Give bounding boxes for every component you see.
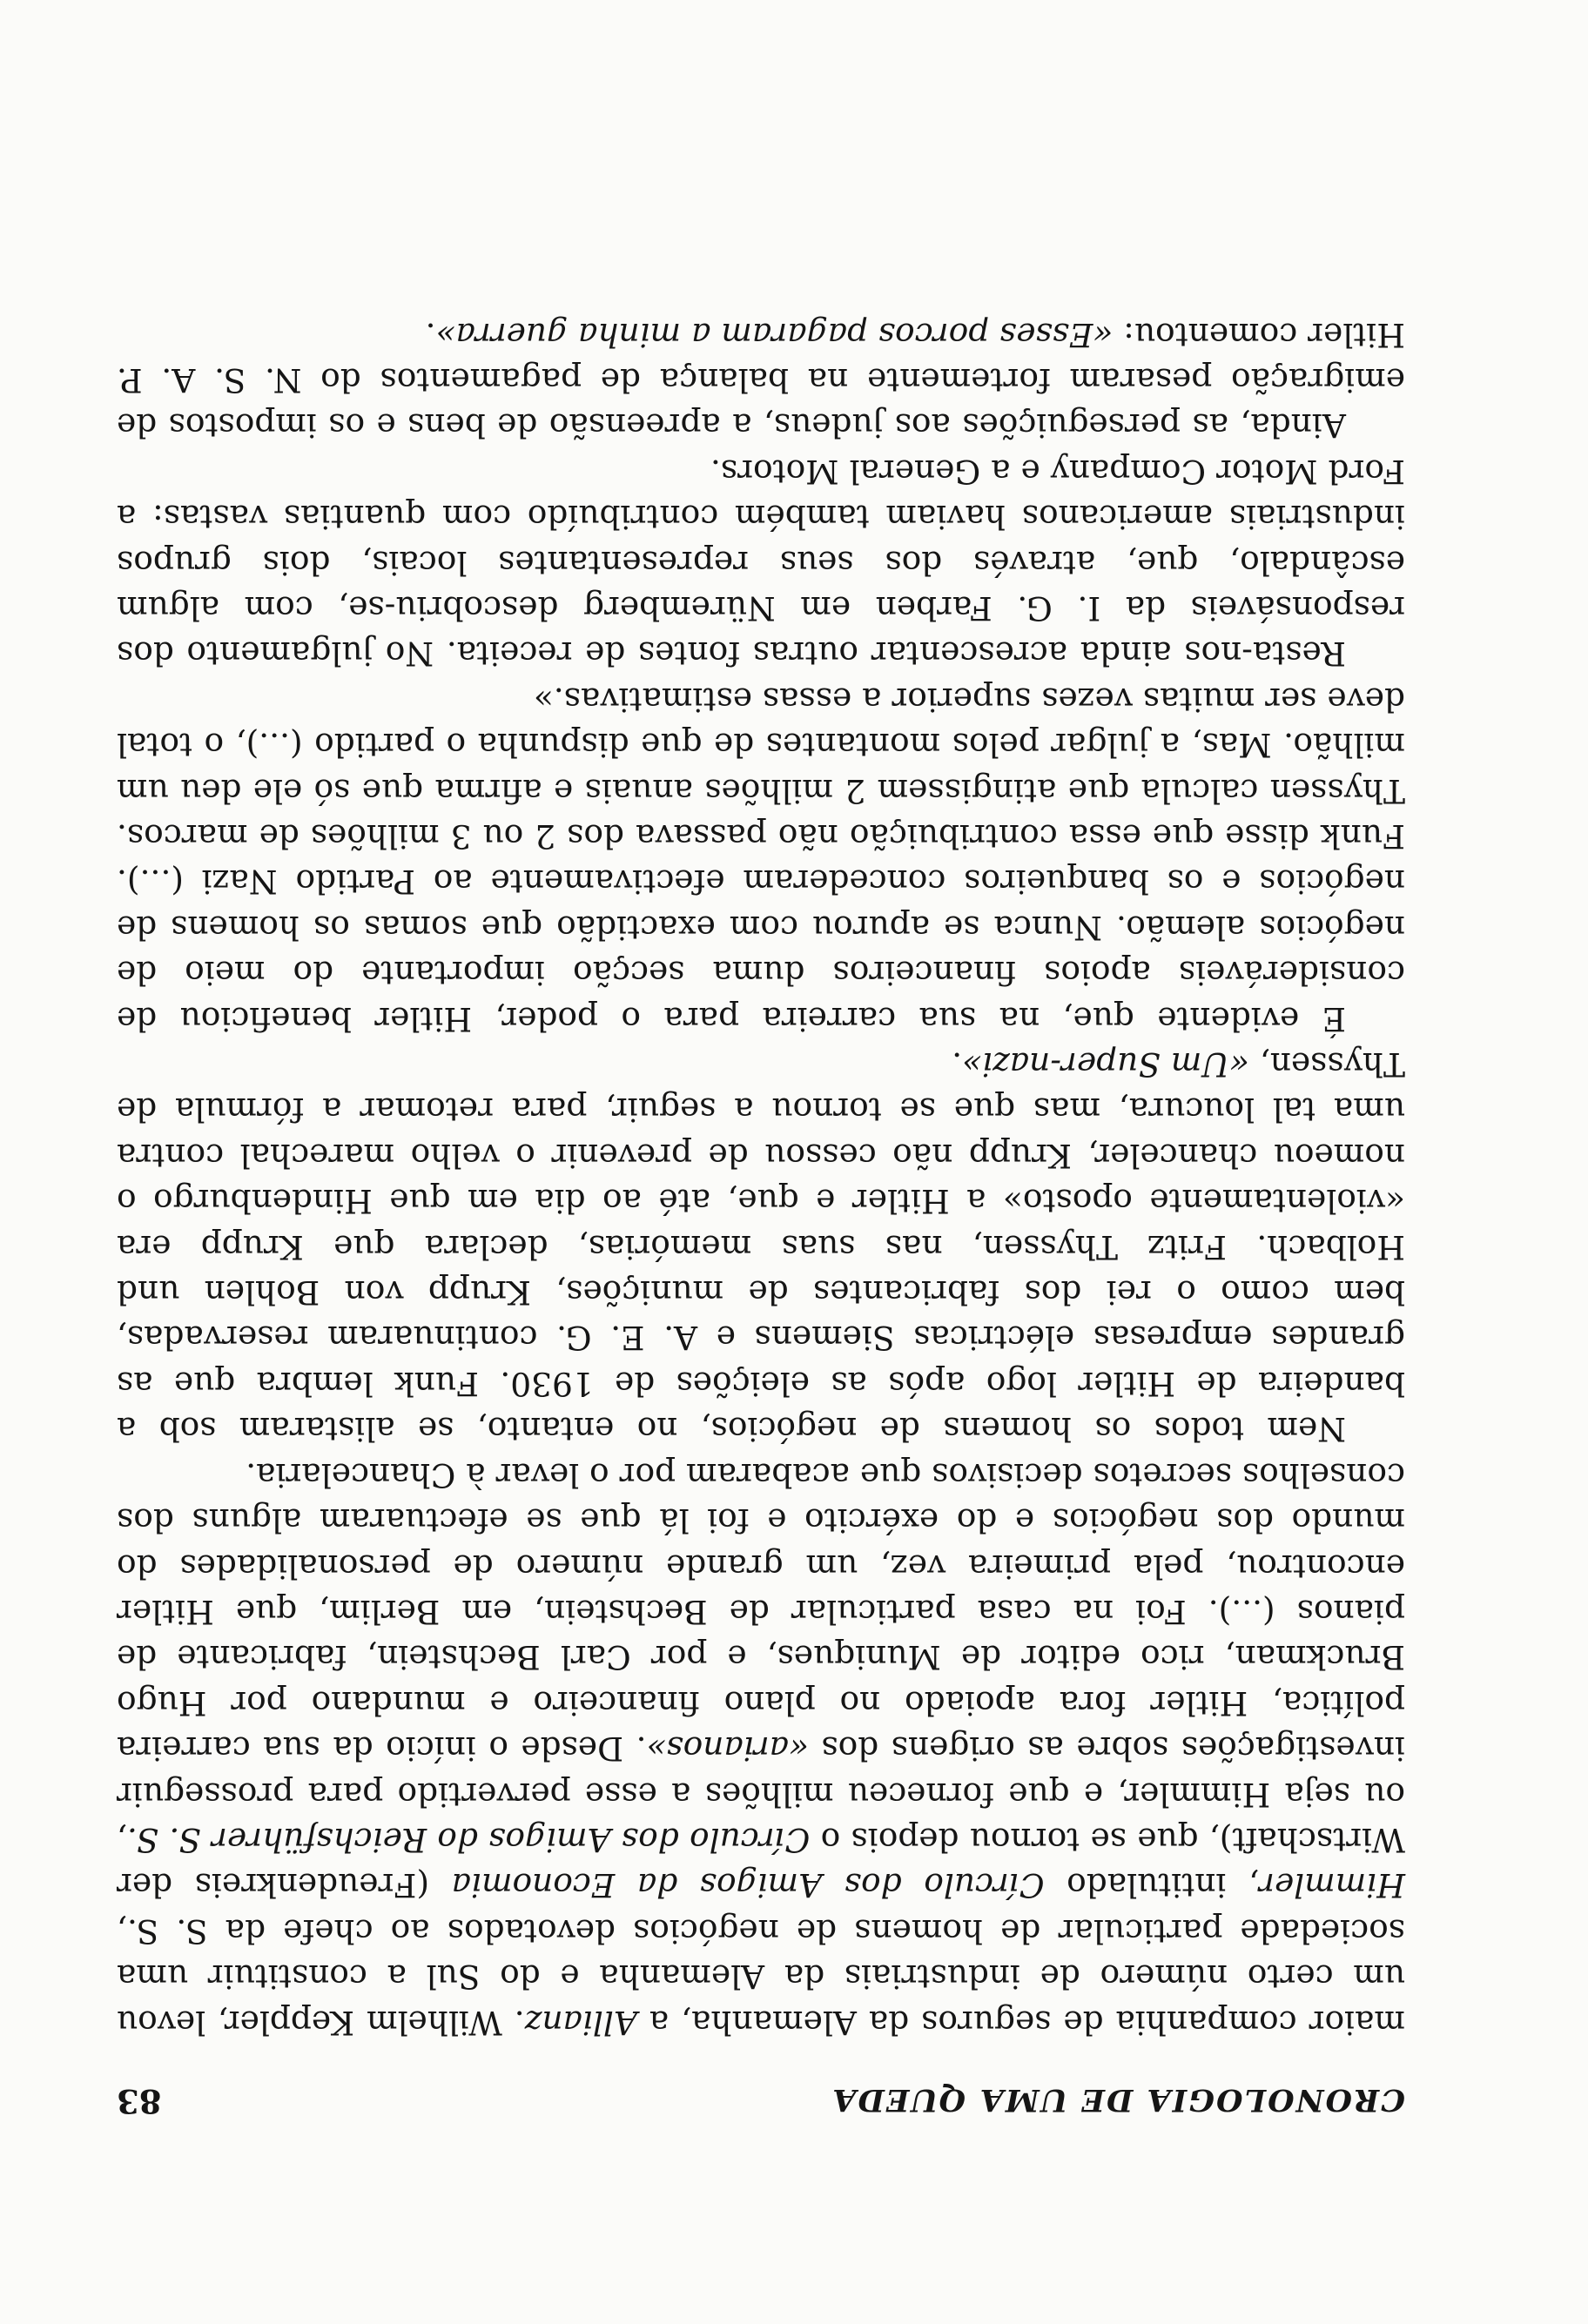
text-segment: Resta-nos ainda acrescentar outras fontes de receita. No julgamento dos responsáveis da I. G. Farben em Nüremberg descobriu-se, com algum escândalo, que, através dos seus representantes locais, dois grupos industriais americanos haviam também contribuído com quantias vastas: a Ford Motor Company e a General Motors.	[117, 452, 1405, 674]
paragraph-2	[117, 1042, 1405, 1453]
text-segment: . Wilhelm Keppler, levou um certo número de industriais da Alemanha e do Sul a constituir uma sociedade particular de homens de negócios devotados ao chefe da S. S.,	[116, 1911, 1405, 2042]
text-segment: (Freudenkreis der Wirtschaft), que se tornou depois o	[117, 1820, 1405, 1905]
page-number: 83	[117, 2082, 162, 2120]
page-text-block	[117, 312, 1405, 2124]
paragraph-1	[117, 1452, 1405, 2045]
paragraph-4	[117, 448, 1405, 676]
text-segment: Ainda, as perseguições aos judeus, a apreensão de bens e os impostos de emigração pesaram fortemente na balança de pagamentos do N. S. A. P. Hitler comentou:	[117, 315, 1405, 446]
italic-segment: Círculo dos Amigos da Economia	[451, 1866, 1045, 1905]
text-segment: . Desde o início da sua carreira política, Hitler fora apoiado no plano financeiro e mundano por Hugo Bruckman, rico editor de Muniques, e por Carl Bechstein, fabricante de pianos (...). Foi na casa particular de Bechstein, em Berlim, que Hitler encontrou, pela primeira vez, um grande número de personalidades do mundo dos negócios e do exército e foi lá que se efectuaram alguns dos conselhos secretos decisivos que acabaram por o levar à Chancelaria.	[117, 1455, 1405, 1769]
text-segment: maior companhia de seguros da Alemanha, a	[636, 2003, 1405, 2042]
text-segment: Nem todos os homens de negócios, no entanto, se alistaram sob a bandeira de Hitler logo após as eleições de 1930. Funk lembra que as grandes empresas eléctricas Siemens e A. E. G. continuaram reservadas, bem como o rei dos fabricantes de munições, Krupp von Bohlen und Holbach. Fritz Thyssen, nas suas memórias, declara que Krupp era «violentamente oposto» a Hitler e que, até ao dia em que Hindenburgo o nomeou chanceler, Krupp não cessou de prevenir o velho marechal contra uma tal loucura, mas que se tornou a seguir, para retomar a fórmula de Thyssen,	[117, 1045, 1405, 1449]
italic-segment: «Um Super-nazi»	[962, 1045, 1249, 1085]
text-segment: , intitulado	[1044, 1866, 1260, 1905]
text-segment: É evidente que, na sua carreira para o poder, Hitler beneficiou de consideráveis apoios financeiros duma secção importante do meio de negócios alemão. Nunca se apurou com exactidão que somas os homens de negócios e os banqueiros concederam efectivamente ao Partido Nazi (...). Funk disse que essa contribuição não passava dos 2 ou 3 milhões de marcos. Thyssen calcula que atingissem 2 milhões anuais e afirma que só ele deu um milhão. Mas, a julgar pelos montantes de que dispunha o partido (...), o total deve ser muitas vezes superior a essas estimativas.»	[117, 680, 1405, 1038]
text-segment: .	[425, 315, 436, 354]
italic-segment: «Esses porcos pagaram a minha guerra»	[435, 315, 1114, 354]
running-title: CRONOLOGIA DE UMA QUEDA	[831, 2082, 1405, 2118]
paragraph-3	[117, 676, 1405, 1041]
italic-segment: «arianos»	[646, 1730, 809, 1769]
italic-segment: Allianz	[524, 2003, 637, 2042]
paragraph-5	[117, 312, 1405, 448]
text-segment: .	[952, 1045, 963, 1085]
text-segment: , ou seja Himmler, e que forneceu milhões a esse pervertido para prosseguir investigações sobre as origens dos	[117, 1730, 1405, 1859]
running-head	[117, 2077, 1405, 2124]
italic-segment: Himmler	[1259, 1866, 1405, 1905]
italic-segment: Círculo dos Amigos do Reichsführer S. S.	[126, 1820, 811, 1859]
